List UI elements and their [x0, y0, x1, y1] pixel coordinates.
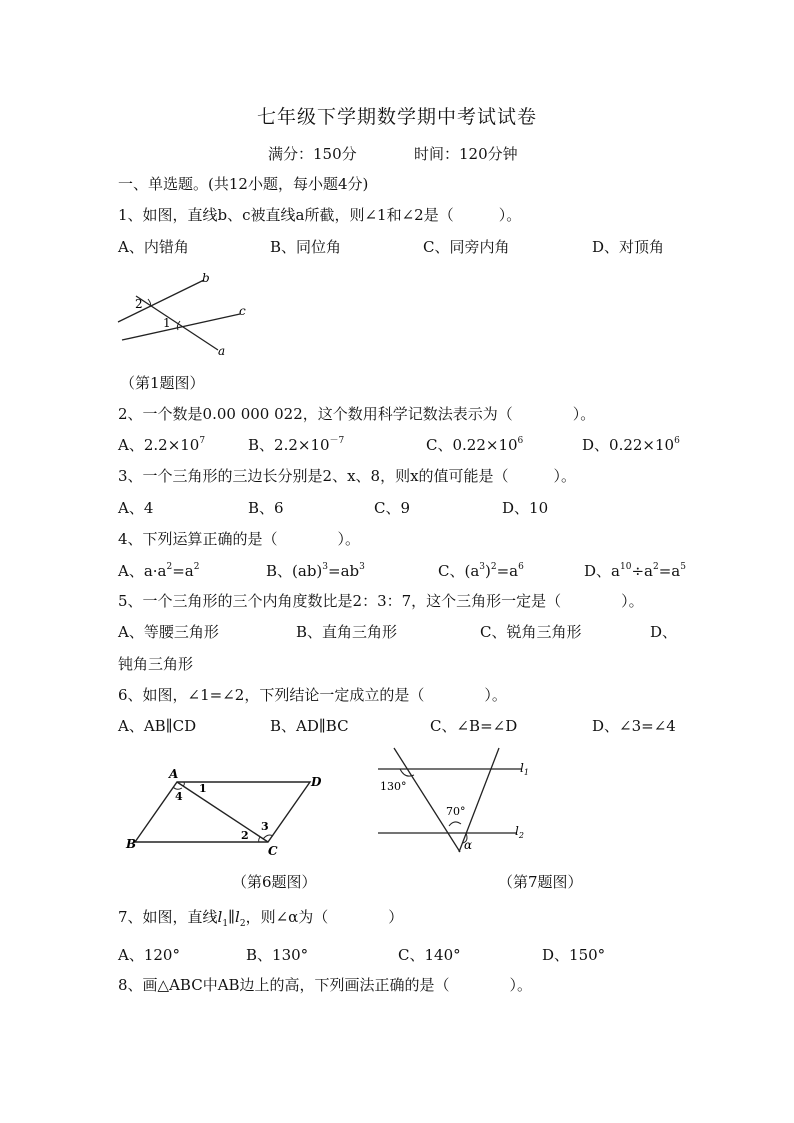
transversal-1	[394, 748, 460, 852]
q5-option-c: C、锐角三角形	[480, 623, 582, 641]
label-2: 2	[241, 829, 249, 842]
line-b	[118, 280, 204, 322]
q3-option-d: D、10	[502, 499, 549, 517]
q6-stem: 6、如图，∠1=∠2，下列结论一定成立的是（ ）。	[118, 686, 507, 704]
label-1: 1	[199, 782, 207, 795]
label-a: a	[218, 344, 226, 358]
line-a	[136, 296, 218, 350]
label-4: 4	[175, 790, 183, 803]
label-c: c	[239, 304, 246, 318]
q2-stem: 2、一个数是0.00 000 022，这个数用科学记数法表示为（ ）。	[118, 405, 596, 423]
section-heading: 一、单选题。(共12小题，每小题4分)	[118, 175, 369, 193]
q7-stem: 7、如图，直线$l_1\parallel l_2$，则∠α为（ ）	[118, 908, 404, 929]
q7-option-d: D、150°	[542, 946, 606, 964]
q1-option-d: D、对顶角	[592, 238, 665, 256]
q3-option-b: B、6	[248, 499, 284, 517]
q8-stem: 8、画△ABC中AB边上的高，下列画法正确的是（ ）。	[118, 976, 533, 994]
q4-option-a: A、$a\cdot a^2=a^2$	[118, 562, 200, 580]
q1-option-a: A、内错角	[118, 238, 189, 256]
line-c	[122, 314, 240, 340]
q2-option-a: A、$2.2\times 10^7$	[118, 436, 206, 454]
q3-stem: 3、一个三角形的三边长分别是2、x、8，则x的值可能是（ ）。	[118, 467, 577, 485]
q7-caption: （第7题图）	[498, 873, 583, 891]
q2-option-c: C、$0.22\times 10^6$	[426, 436, 524, 454]
q5-option-a: A、等腰三角形	[118, 623, 219, 641]
label-130: 130°	[380, 780, 407, 793]
q6-caption: （第6题图）	[232, 873, 317, 891]
angle-2-arc	[259, 837, 260, 842]
q1-option-b: B、同位角	[270, 238, 342, 256]
angle-2-arc	[148, 299, 151, 307]
q5-option-d-text: 钝角三角形	[118, 655, 194, 673]
q6-option-d: D、∠3=∠4	[592, 717, 676, 735]
q3-option-a: A、4	[118, 499, 154, 517]
q6-option-b: B、AD∥BC	[270, 717, 349, 735]
vertex-b: B	[126, 837, 137, 851]
exam-time: 时间：120分钟	[414, 145, 518, 163]
full-score: 满分：150分	[268, 145, 357, 163]
vertex-c: C	[268, 844, 278, 858]
diagonal-ac	[177, 782, 268, 842]
q7-option-c: C、140°	[398, 946, 461, 964]
q7-option-a: A、120°	[118, 946, 180, 964]
page-title: 七年级下学期数学期中考试试卷	[256, 106, 537, 128]
transversal-2	[459, 748, 499, 852]
q6-option-c: C、∠B=∠D	[430, 717, 518, 735]
label-alpha: α	[464, 838, 473, 852]
q6-figure	[122, 760, 332, 860]
q1-stem: 1、如图，直线b、c被直线a所截，则∠1和∠2是（ ）。	[118, 206, 522, 224]
label-3: 3	[261, 820, 269, 833]
label-l1: $l_1$	[520, 761, 529, 777]
label-b: b	[202, 271, 210, 285]
q3-option-c: C、9	[374, 499, 411, 517]
q7-figure	[372, 740, 542, 860]
q6-option-a: A、AB∥CD	[118, 717, 197, 735]
label-1: 1	[163, 316, 171, 330]
q1-caption: （第1题图）	[120, 374, 205, 392]
q2-option-d: D、$0.22\times 10^6$	[582, 436, 680, 454]
q5-option-b: B、直角三角形	[296, 623, 398, 641]
q5-option-d: D、	[650, 623, 678, 641]
angle-70-arc	[449, 822, 461, 826]
label-70: 70°	[446, 805, 466, 818]
label-l2: $l_2$	[515, 824, 524, 840]
q7-option-b: B、130°	[246, 946, 309, 964]
vertex-a: A	[169, 767, 179, 781]
vertex-d: D	[311, 775, 322, 789]
label-2: 2	[135, 297, 143, 311]
q5-stem: 5、一个三角形的三个内角度数比是2：3：7，这个三角形一定是（ ）。	[118, 592, 644, 610]
angle-4-arc	[173, 787, 182, 789]
q4-option-c: C、$(a^3)^2=a^6$	[438, 562, 524, 580]
q4-option-b: B、$(ab)^3=ab^3$	[266, 562, 365, 580]
q1-option-c: C、同旁内角	[423, 238, 510, 256]
q4-option-d: D、$a^{10}\div a^2=a^5$	[584, 562, 686, 580]
q2-option-b: B、$2.2\times 10^{-7}$	[248, 436, 345, 454]
q4-stem: 4、下列运算正确的是（ ）。	[118, 530, 361, 548]
q1-figure	[112, 264, 262, 364]
angle-1-arc	[177, 321, 180, 330]
